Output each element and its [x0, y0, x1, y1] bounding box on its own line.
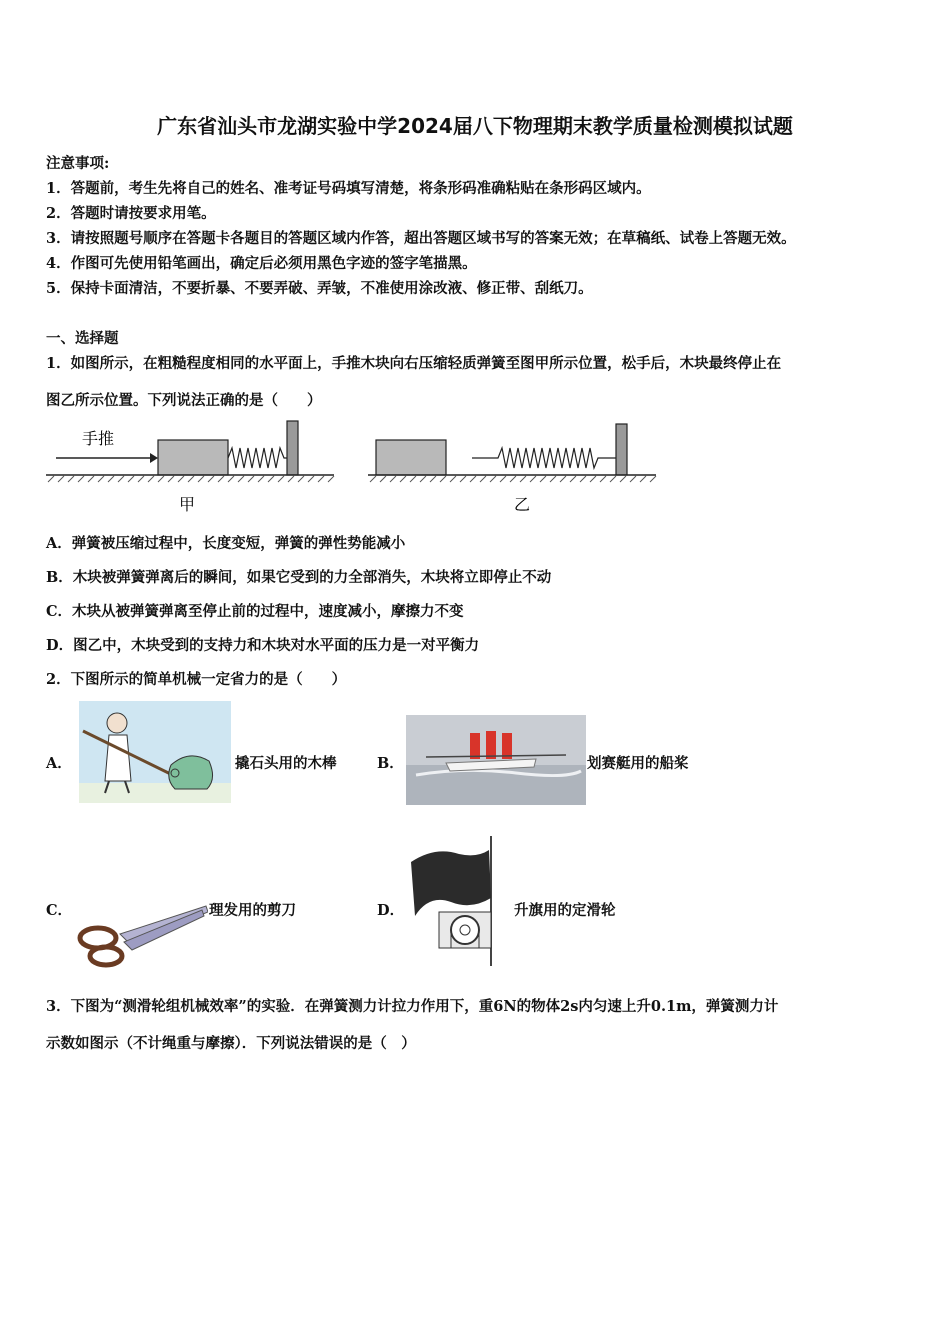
q1-option-b: B．木块被弹簧弹离后的瞬间，如果它受到的力全部消失，木块将立即停止不动: [46, 569, 552, 586]
flagpole-pulley-illustration: [405, 836, 510, 968]
fig-label-b: 乙: [514, 495, 531, 514]
notice-item: 3．请按照题号顺序在答题卡各题目的答题区域内作答，超出答题区域书写的答案无效；在草稿纸、试卷上答题无效。: [46, 230, 796, 247]
fig-hand-label: 手推: [82, 429, 115, 448]
q1-figure-a: [46, 418, 341, 518]
notice-item: 4．作图可先使用铅笔画出，确定后必须用黑色字迹的签字笔描黑。: [46, 255, 477, 272]
notice-item: 5．保持卡面清洁，不要折暴、不要弄破、弄皱，不准使用涂改液、修正带、刮纸刀。: [46, 280, 593, 297]
q1-option-a: A．弹簧被压缩过程中，长度变短，弹簧的弹性势能减小: [46, 535, 406, 552]
q2-option-d-letter: D．: [377, 902, 405, 919]
q2-stem: 2．下图所示的简单机械一定省力的是（ ）: [46, 671, 347, 688]
q2-option-c-caption: 理发用的剪刀: [209, 902, 296, 919]
q3-stem-line1: 3．下图为“测滑轮组机械效率”的实验．在弹簧测力计拉力作用下，重6N的物体2s内匀速上升0.1m，弹簧测力计: [46, 998, 779, 1015]
q1-option-c: C．木块从被弹簧弹离至停止前的过程中，速度减小，摩擦力不变: [46, 603, 464, 620]
q2-option-a-letter: A．: [46, 755, 72, 772]
page-title: 广东省汕头市龙湖实验中学2024届八下物理期末教学质量检测模拟试题: [157, 114, 793, 138]
q1-stem-line2: 图乙所示位置。下列说法正确的是（ ）: [46, 392, 322, 409]
lever-illustration: [79, 701, 231, 803]
notice-item: 2．答题时请按要求用笔。: [46, 205, 216, 222]
q1-stem-line1: 1．如图所示，在粗糙程度相同的水平面上，手推木块向右压缩轻质弹簧至图甲所示位置，松手后，木块最终停止在: [46, 355, 782, 372]
notice-heading: 注意事项:: [46, 155, 110, 172]
q2-option-b-caption: 划赛艇用的船桨: [587, 755, 689, 772]
q2-option-d-caption: 升旗用的定滑轮: [514, 902, 616, 919]
rowing-boat-photo: [406, 715, 586, 805]
section-heading: 一、选择题: [46, 330, 119, 347]
fig-label-a: 甲: [179, 495, 196, 514]
q1-figure-b: [368, 418, 663, 518]
notice-item: 1．答题前，考生先将自己的姓名、准考证号码填写清楚，将条形码准确粘贴在条形码区域内。: [46, 180, 651, 197]
q2-option-b-letter: B．: [377, 755, 404, 772]
q2-option-a-caption: 撬石头用的木棒: [235, 755, 337, 772]
scissors-illustration: [74, 898, 208, 970]
q2-option-c-letter: C．: [46, 902, 73, 919]
q1-option-d: D．图乙中，木块受到的支持力和木块对水平面的压力是一对平衡力: [46, 637, 480, 654]
q3-stem-line2: 示数如图示（不计绳重与摩擦）．下列说法错误的是（ ）: [46, 1035, 416, 1052]
